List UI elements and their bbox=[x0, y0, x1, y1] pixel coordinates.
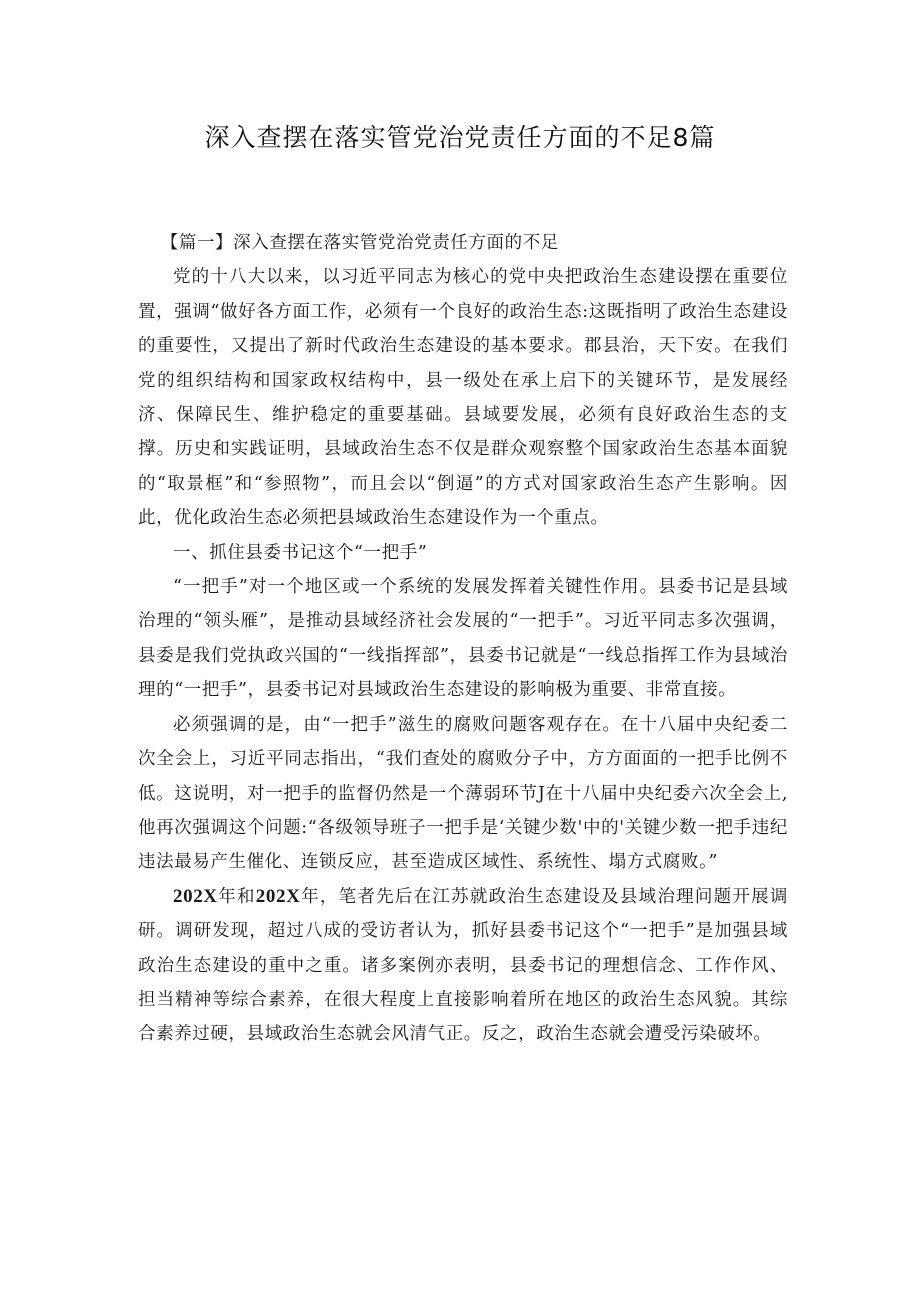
paragraph-research-text-b: 年，笔者先后在江苏就政治生态建设及县域治理问题开展调研。调研发现，超过八成的受访者认为，抓好县委书记这个“一把手”是加强县域政治生态建设的重中之重。诸多案例亦表明，县委书记的理想信念、工作作风、担当精神等综合素养，在很大程度上直接影响着所在地区的政治生态风貌。其综合素养过硬，县域政治生态就会风清气正。反之，政治生态就会遭受污染破坏。 bbox=[138, 886, 788, 1045]
document-title: 深入查摆在落实管党治党责任方面的不足8篇 bbox=[204, 123, 716, 152]
paragraph-intro: 党的十八大以来，以习近平同志为核心的党中央把政治生态建设摆在重要位置，强调“做好各方面工作，必须有一个良好的政治生态:这既指明了政治生态建设的重要性，又提出了新时代政治生态建设的基本要求。郡县治，天下安。在我们党的组织结构和国家政权结构中，县一级处在承上启下的关键环节，是发展经济、保障民生、维护稳定的重要基础。县域要发展，必须有良好政治生态的支撑。历史和实践证明，县域政治生态不仅是群众观察整个国家政治生态基本面貌的“取景框”和“参照物”，而且会以“倒逼”的方式对国家政治生态产生影响。因此，优化政治生态必须把县域政治生态建设作为一个重点。 bbox=[138, 267, 788, 529]
subheading-county-secretary: 一、抓住县委书记这个“一把手” bbox=[173, 542, 428, 563]
paragraph-research bbox=[138, 880, 788, 1052]
year-label-a: 202X bbox=[173, 885, 218, 907]
section-heading: 【篇一】深入查摆在落实管党治党责任方面的不足 bbox=[160, 233, 559, 253]
paragraph-first-hand: “一把手”对一个地区或一个系统的发展发挥着关键性作用。县委书记是县域治理的“领头雁”，是推动县域经济社会发展的“一把手”。习近平同志多次强调，县委是我们党执政兴国的“一线指挥部”，县委书记就是“一线总指挥工作为县域治理的“一把手”，县委书记对县域政治生态建设的影响极为重要、非常直接。 bbox=[138, 577, 788, 701]
paragraph-corruption: 必须强调的是，由“一把手”滋生的腐败问题客观存在。在十八届中央纪委二次全会上，习近平同志指出，“我们查处的腐败分子中，方方面面的一把手比例不低。这说明，对一把手的监督仍然是一个薄弱环节J在十八届中央纪委六次全会上,他再次强调这个问题:“各级领导班子一把手是‘关键少数'中的'关键少数一把手违纪违法最易产生催化、连锁反应，甚至造成区域性、系统性、塌方式腐败。” bbox=[138, 714, 788, 873]
paragraph-research-text-a: 年和 bbox=[217, 886, 256, 907]
document-body bbox=[138, 226, 788, 1052]
year-label-b: 202X bbox=[255, 885, 301, 907]
